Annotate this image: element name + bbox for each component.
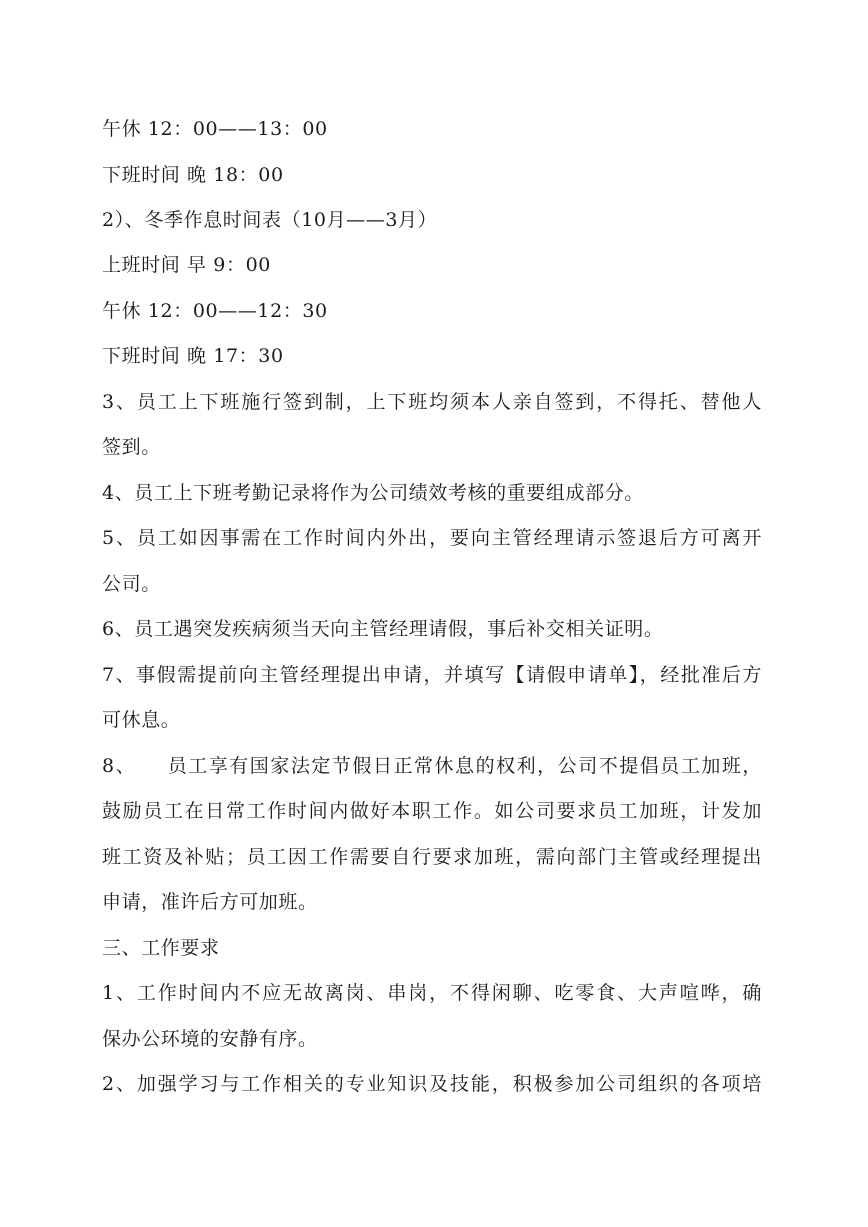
- paragraph-line: 2、加强学习与工作相关的专业知识及技能，积极参加公司组织的各项培: [102, 1073, 762, 1095]
- paragraph-line: 7、事假需提前向主管经理提出申请，并填写【请假申请单】，经批准后方: [102, 664, 762, 686]
- paragraph-line: 公司。: [102, 573, 161, 595]
- paragraph-line: 鼓励员工在日常工作时间内做好本职工作。如公司要求员工加班，计发加: [102, 800, 762, 822]
- paragraph-line: 4、员工上下班考勤记录将作为公司绩效考核的重要组成部分。: [102, 482, 644, 504]
- paragraph-line: 保办公环境的安静有序。: [102, 1028, 318, 1050]
- paragraph-line: 8、 员工享有国家法定节假日正常休息的权利，公司不提倡员工加班，: [102, 755, 762, 777]
- paragraph-line: 3、员工上下班施行签到制，上下班均须本人亲自签到，不得托、替他人: [102, 391, 762, 413]
- text-line: 下班时间 晚 17：30: [102, 345, 284, 367]
- text-line: 上班时间 早 9：00: [102, 254, 271, 276]
- paragraph-line: 6、员工遇突发疾病须当天向主管经理请假，事后补交相关证明。: [102, 618, 664, 640]
- section-heading: 三、工作要求: [102, 937, 220, 959]
- paragraph-line: 签到。: [102, 436, 161, 458]
- text-line: 午休 12：00——12：30: [102, 300, 328, 322]
- paragraph-line: 1、工作时间内不应无故离岗、串岗，不得闲聊、吃零食、大声喧哗，确: [102, 982, 762, 1004]
- paragraph-line: 申请，准许后方可加班。: [102, 891, 318, 913]
- section-heading: 2）、冬季作息时间表（10月——3月）: [102, 209, 438, 231]
- text-line: 下班时间 晚 18：00: [102, 164, 284, 186]
- paragraph-line: 可休息。: [102, 709, 181, 731]
- paragraph-line: 班工资及补贴；员工因工作需要自行要求加班，需向部门主管或经理提出: [102, 846, 762, 868]
- text-line: 午休 12：00——13：00: [102, 118, 328, 140]
- paragraph-line: 5、员工如因事需在工作时间内外出，要向主管经理请示签退后方可离开: [102, 527, 762, 549]
